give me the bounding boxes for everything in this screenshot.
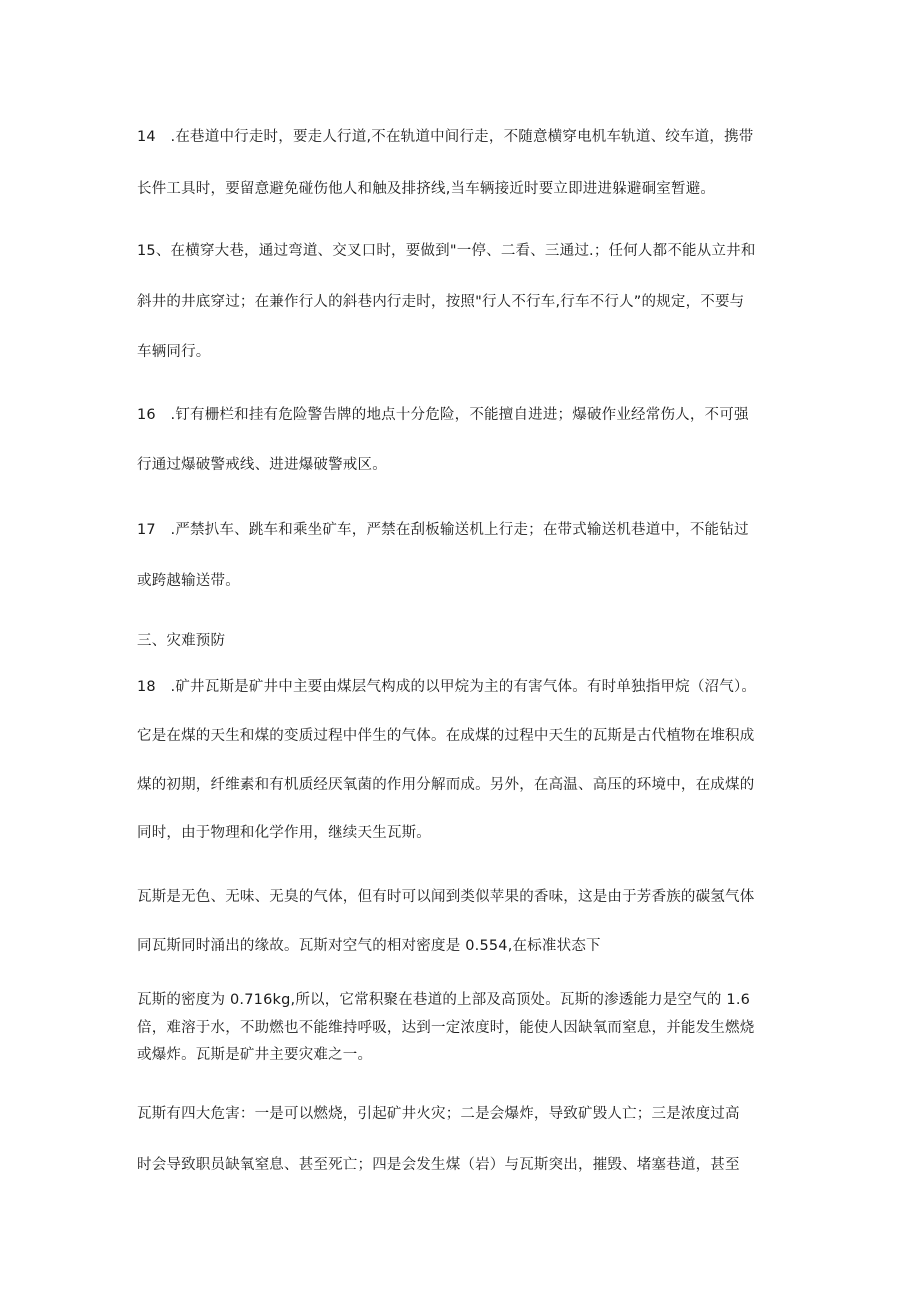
item18-line2: 它是在煤的天生和煤的变质过程中伴生的气体。在成煤的过程中天生的瓦斯是古代植物在堆积成 [137,728,755,744]
gas-para3-line2: 时会导致职员缺氧窒息、甚至死亡；四是会发生煤（岩）与瓦斯突出，摧毁、堵塞巷道，甚至 [137,1157,740,1173]
item18-line1: 18 .矿井瓦斯是矿井中主要由煤层气构成的以甲烷为主的有害气体。有时单独指甲烷（沼气）。 [137,679,757,695]
item15-line3: 车辆同行。 [137,344,211,360]
gas-para1-line2: 同瓦斯同时涌出的缘故。瓦斯对空气的相对密度是 0.554,在标准状态下 [137,938,601,954]
item14-line1: 14 .在巷道中行走时，要走人行道,不在轨道中间行走，不随意横穿电机车轨道、绞车道，携带 [137,129,754,145]
item14-line2: 长件工具时，要留意避免碰伤他人和触及排挤线,当车辆接近时要立即进进躲避硐室暂避。 [137,181,716,197]
item17-line1: 17 .严禁扒车、跳车和乘坐矿车，严禁在刮板输送机上行走；在带式输送机巷道中，不能钻过 [137,522,749,538]
section-heading: 三、灾难预防 [137,633,226,649]
item17-line2: 或跨越输送带。 [137,573,240,589]
gas-para2-line3: 或爆炸。瓦斯是矿井主要灾难之一。 [137,1047,373,1063]
item16-line1: 16 .钉有栅栏和挂有危险警告牌的地点十分危险，不能擅自进进；爆破作业经常伤人，不可强 [137,407,749,423]
item15-line1: 15、在横穿大巷，通过弯道、交叉口时，要做到"一停、二看、三通过.；任何人都不能从立井和 [137,243,756,259]
item15-line2: 斜井的井底穿过；在兼作行人的斜巷内行走时，按照"行人不行车,行车不行人”的规定，不要与 [137,294,745,310]
gas-para3-line1: 瓦斯有四大危害：一是可以燃烧，引起矿井火灾；二是会爆炸，导致矿毁人亡；三是浓度过高 [137,1106,740,1122]
gas-para2-line2: 倍，难溶于水，不助燃也不能维持呼吸，达到一定浓度时，能使人因缺氧而窒息，并能发生燃烧 [137,1020,755,1036]
gas-para2-line1: 瓦斯的密度为 0.716kg,所以，它常积聚在巷道的上部及高顶处。瓦斯的渗透能力是空气的 1.6 [137,992,751,1008]
gas-para1-line1: 瓦斯是无色、无味、无臭的气体，但有时可以闻到类似苹果的香味，这是由于芳香族的碳氢气体 [137,889,755,905]
item18-line3: 煤的初期，纤维素和有机质经厌氧菌的作用分解而成。另外，在高温、高压的环境中，在成煤的 [137,777,755,793]
item16-line2: 行通过爆破警戒线、进进爆破警戒区。 [137,457,387,473]
item18-line4: 同时，由于物理和化学作用，继续天生瓦斯。 [137,825,431,841]
